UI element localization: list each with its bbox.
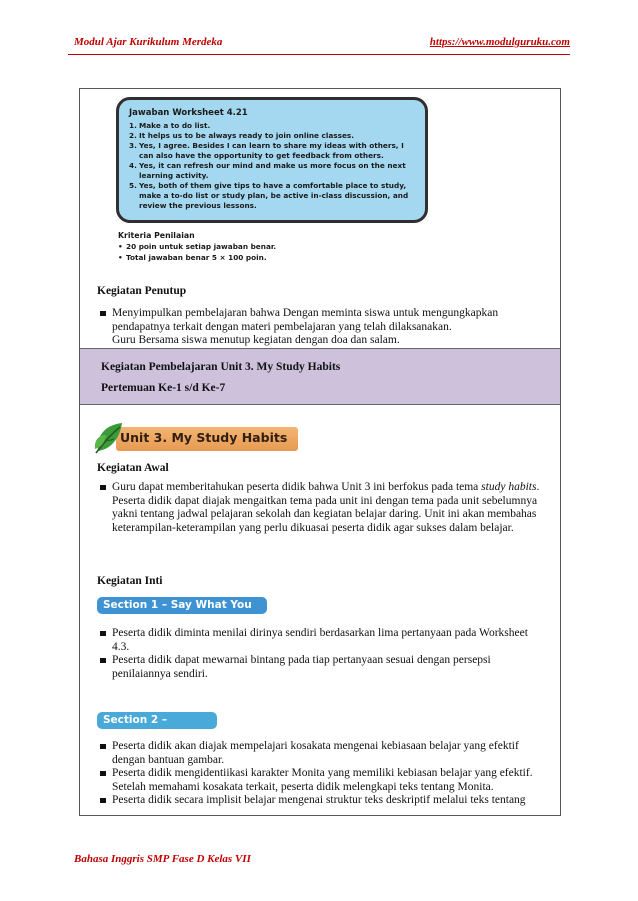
penutup-title: Kegiatan Penutup — [97, 285, 187, 297]
unit-heading-band — [80, 348, 560, 405]
worksheet-title: Jawaban Worksheet 4.21 — [129, 108, 248, 118]
inti-title: Kegiatan Inti — [97, 575, 163, 587]
worksheet-answer-box — [116, 97, 428, 223]
list-item: Peserta didik mengidentiikasi karakter Monita yang memiliki kebiasan belajar yang efektif. Setelah memahami kosakata terkait, peserta didik melengkapi teks tentang Monita. — [97, 767, 547, 794]
section-2-bullets — [97, 740, 547, 808]
unit-title-text: Unit 3. My Study Habits — [120, 430, 288, 445]
list-item: Guru dapat memberitahukan peserta didik bahwa Unit 3 ini berfokus pada tema study habits. Peserta didik dapat diajak mengaitkan tema pada unit ini dengan tema pada unit sebelumnya yakni tentang jadwal pelajaran sekolah dan kegiatan belajar daring. Unit ini akan membahas keterampilan-keterampilan yang perlu dikuasai peserta didik agar sukses dalam belajar. — [97, 481, 547, 535]
band-title: Kegiatan Pembelajaran Unit 3. My Study Habits — [101, 361, 341, 373]
header-module-title: Modul Ajar Kurikulum Merdeka — [74, 36, 223, 48]
penutup-bullets — [97, 307, 547, 348]
unit-title-banner — [94, 419, 299, 455]
header-divider — [68, 54, 570, 55]
awal-title: Kegiatan Awal — [97, 462, 169, 474]
answer-item: 5. Yes, both of them give tips to have a comfortable place to study, make a to-do list or study plan, be active in-class discussion, and review the previous lessons. — [129, 181, 409, 210]
awal-bullets — [97, 481, 547, 535]
section-2-badge: Section 2 – Reading — [97, 712, 217, 729]
header-website-link[interactable]: https://www.modulguruku.com — [429, 36, 570, 48]
criteria-item: • 20 poin untuk setiap jawaban benar. — [118, 241, 276, 252]
list-item: Peserta didik dapat mewarnai bintang pada tiap pertanyaan sesuai dengan persepsi penilaiannya sendiri. — [97, 654, 547, 681]
answer-item: 3. Yes, I agree. Besides I can learn to share my ideas with others, I can also have the opportunity to get feedback from others. — [129, 141, 404, 160]
section-1-bullets — [97, 627, 547, 681]
criteria-title: Kriteria Penilaian — [118, 231, 195, 240]
answer-list — [129, 121, 417, 211]
criteria-item: • Total jawaban benar 5 × 100 poin. — [118, 252, 276, 263]
section-1-badge: Section 1 – Say What You Know — [97, 597, 267, 614]
answer-item: 2. It helps us to be always ready to join online classes. — [129, 131, 355, 140]
footer-course-title: Bahasa Inggris SMP Fase D Kelas VII — [74, 853, 251, 865]
list-item: Menyimpulkan pembelajaran bahwa Dengan meminta siswa untuk mengungkapkan pendapatnya terkait dengan materi pembelajaran yang telah dilaksanakan. — [97, 307, 547, 334]
content-frame — [79, 88, 561, 816]
list-item: Peserta didik secara implisit belajar mengenai struktur teks deskriptif melalui teks tentang — [97, 794, 547, 808]
closing-note: Guru Bersama siswa menutup kegiatan dengan doa dan salam. — [112, 334, 400, 346]
answer-item: 1. Make a to do list. — [129, 121, 211, 130]
list-item: Peserta didik akan diajak mempelajari kosakata mengenai kebiasaan belajar yang efektif dengan bantuan gambar. — [97, 740, 547, 767]
list-item: Peserta didik diminta menilai dirinya sendiri berdasarkan lima pertanyaan pada Worksheet 4.3. — [97, 627, 547, 654]
assessment-criteria — [118, 230, 276, 263]
answer-item: 4. Yes, it can refresh our mind and make us more focus on the next learning activity. — [129, 161, 406, 180]
band-subtitle: Pertemuan Ke-1 s/d Ke-7 — [101, 382, 226, 394]
